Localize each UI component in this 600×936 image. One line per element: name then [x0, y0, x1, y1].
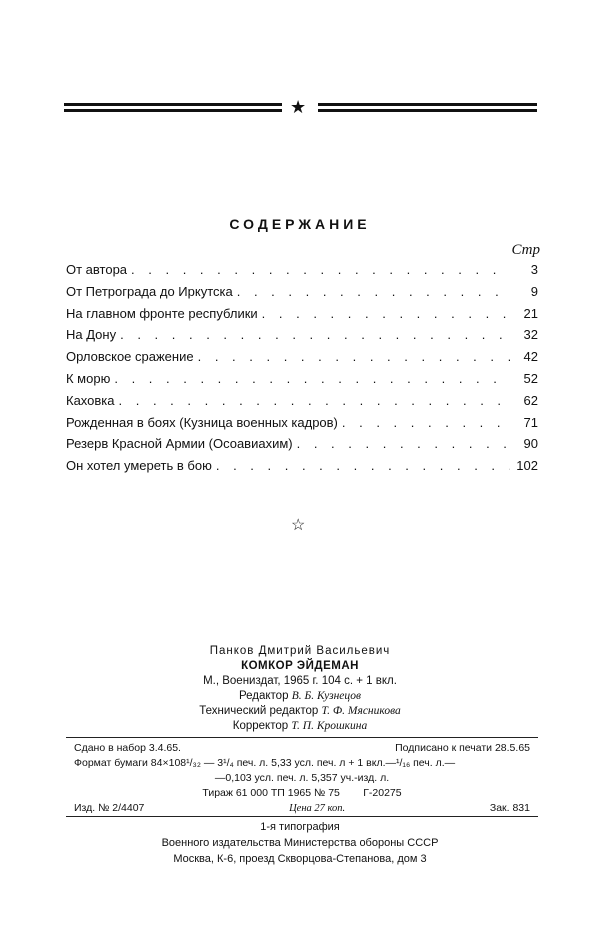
toc-entry-page: 3 — [530, 262, 538, 277]
toc-entry-page: 9 — [530, 283, 538, 299]
toc-entry-page: 21 — [523, 305, 538, 321]
author-name: Панков Дмитрий Васильевич — [209, 645, 391, 657]
toc-entry-title: Рожденная в боях (Кузница военных кадров) — [66, 414, 338, 430]
toc-leader — [342, 415, 510, 430]
toc-entry-title: К морю — [66, 370, 111, 386]
proofreader-name: Т. П. Крошкина — [291, 720, 368, 732]
toc-entry — [66, 349, 538, 371]
sent-to-type: Сдано в набор 3.4.65. — [74, 742, 181, 754]
toc-leader — [131, 262, 510, 277]
star-outline-icon: ☆ — [291, 517, 306, 534]
edition-number: Изд. № 2/4407 — [74, 802, 145, 814]
printer-line-1: 1-я типография — [260, 821, 340, 833]
toc-entry — [66, 327, 538, 349]
toc-leader — [237, 284, 510, 299]
toc-entry-page: 42 — [523, 349, 538, 365]
toc-entry-title: От автора — [66, 262, 128, 277]
toc-entry-title: Он хотел умереть в бою — [66, 458, 212, 474]
circulation-line — [74, 786, 530, 801]
star-icon: ★ — [290, 97, 307, 117]
dates-line — [74, 741, 530, 756]
proofreader-line — [0, 719, 600, 734]
toc-entry-title: Орловское сражение — [66, 349, 194, 365]
tech-editor-line — [0, 704, 600, 719]
signed-to-print: Подписано к печати 28.5.65 — [395, 742, 530, 754]
toc-leader — [119, 393, 511, 408]
toc-entry — [66, 306, 538, 328]
toc-entry-title: На Дону — [66, 327, 117, 343]
book-title: КОМКОР ЭЙДЕМАН — [241, 660, 359, 672]
page-column-label: Стр — [511, 242, 540, 258]
toc-entry-page: 90 — [523, 436, 538, 452]
divider — [66, 816, 538, 817]
toc-leader — [216, 458, 510, 473]
printer-info — [0, 819, 600, 867]
toc-leader — [114, 371, 510, 386]
technical-data — [74, 741, 530, 816]
toc-leader — [198, 349, 510, 364]
toc-entry-page: 32 — [523, 327, 538, 343]
order-number: Зак. 831 — [489, 802, 530, 814]
circulation: Тираж 61 000 ТП 1965 № 75 — [202, 787, 340, 799]
code: Г-20275 — [363, 787, 402, 799]
price: Цена 27 коп. — [289, 803, 346, 814]
printer-line-3: Москва, К-6, проезд Скворцова-Степанова, дом 3 — [173, 853, 427, 865]
toc-entry-title: На главном фронте республики — [66, 305, 258, 321]
edition-line — [74, 801, 530, 816]
tech-editor-name: Т. Ф. Мясникова — [321, 705, 401, 717]
toc-leader — [120, 327, 510, 342]
toc-leader — [297, 436, 510, 451]
printer-line-2: Военного издательства Министерства обороны СССР — [161, 837, 439, 849]
publication-info: М., Воениздат, 1965 г. 104 с. + 1 вкл. — [203, 675, 397, 687]
proofreader-label: Корректор — [232, 720, 289, 732]
imprint — [0, 644, 600, 734]
toc-leader — [262, 306, 510, 321]
ornament-rule-right — [318, 103, 537, 115]
ornament-rule-left — [64, 103, 282, 115]
editor-line — [0, 689, 600, 704]
toc-entry-page: 71 — [523, 414, 538, 430]
toc-entry-title: От Петрограда до Иркутска — [66, 283, 233, 299]
toc-entry-page: 52 — [523, 370, 538, 386]
toc-entry — [66, 436, 538, 458]
toc-entry-title: Резерв Красной Армии (Осоавиахим) — [66, 436, 293, 452]
toc-entry — [66, 262, 538, 284]
divider — [66, 737, 538, 738]
page-title: СОДЕРЖАНИЕ — [229, 216, 371, 232]
editor-name: В. Б. Кузнецов — [291, 690, 362, 702]
toc-entry — [66, 393, 538, 415]
toc-entry-page: 62 — [523, 392, 538, 408]
toc-entry — [66, 458, 538, 480]
tech-editor-label: Технический редактор — [199, 705, 319, 717]
toc-entry-page: 102 — [516, 458, 538, 474]
editor-label: Редактор — [238, 690, 289, 702]
format-line: Формат бумаги 84×108¹/₃₂ — 3¹/₄ печ. л. 5,33 усл. печ. л + 1 вкл.—¹/₁₆ печ. л.— — [74, 757, 456, 769]
toc-entry-title: Каховка — [66, 392, 115, 408]
toc-entry — [66, 284, 538, 306]
toc-entry — [66, 371, 538, 393]
format-line-continued: —0,103 усл. печ. л. 5,357 уч.-изд. л. — [214, 772, 390, 784]
toc-entry — [66, 415, 538, 437]
table-of-contents — [66, 262, 538, 480]
